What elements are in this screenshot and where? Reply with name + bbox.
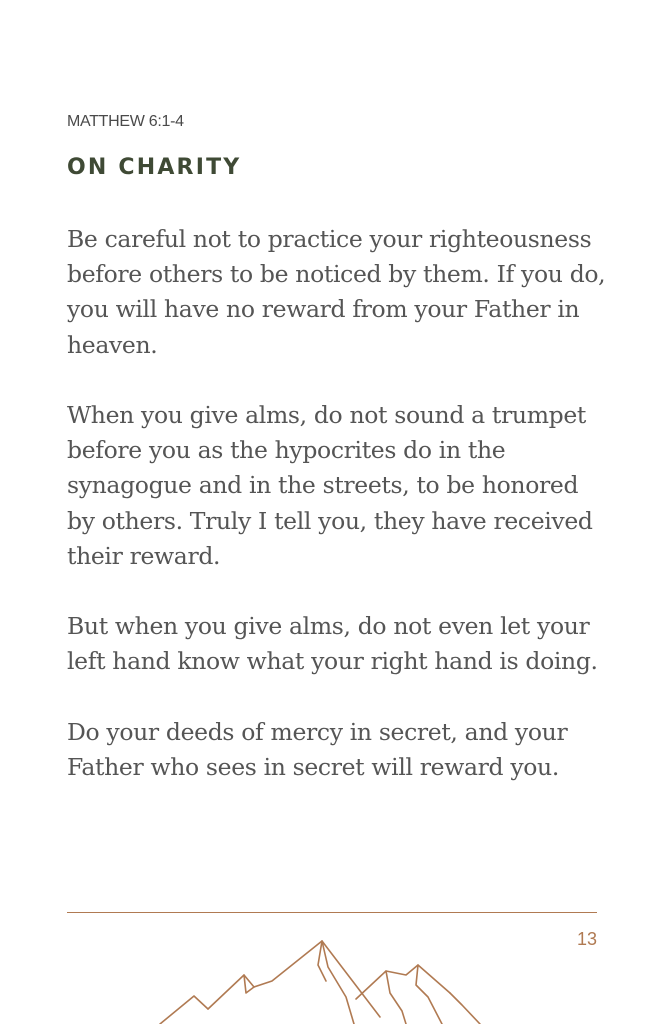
- paragraph: Be careful not to practice your righteousness before others to be noticed by them. If you do, you will have no reward from your Father in heaven.: [67, 225, 606, 359]
- paragraph: But when you give alms, do not even let your left hand know what your right hand is doing.: [67, 612, 598, 676]
- passage-text: [67, 222, 607, 820]
- paragraph: When you give alms, do not sound a trumpet before you as the hypocrites do in the synagogue and in the streets, to be honored by others. Truly I tell you, they have received their reward.: [67, 401, 593, 570]
- scripture-reference: MATTHEW 6:1-4: [67, 113, 184, 130]
- page-title: ON CHARITY: [67, 155, 242, 180]
- footer-divider: [67, 912, 597, 913]
- mountains-icon: [150, 935, 510, 1024]
- page-number: 13: [576, 929, 597, 949]
- paragraph: Do your deeds of mercy in secret, and your Father who sees in secret will reward you.: [67, 717, 568, 781]
